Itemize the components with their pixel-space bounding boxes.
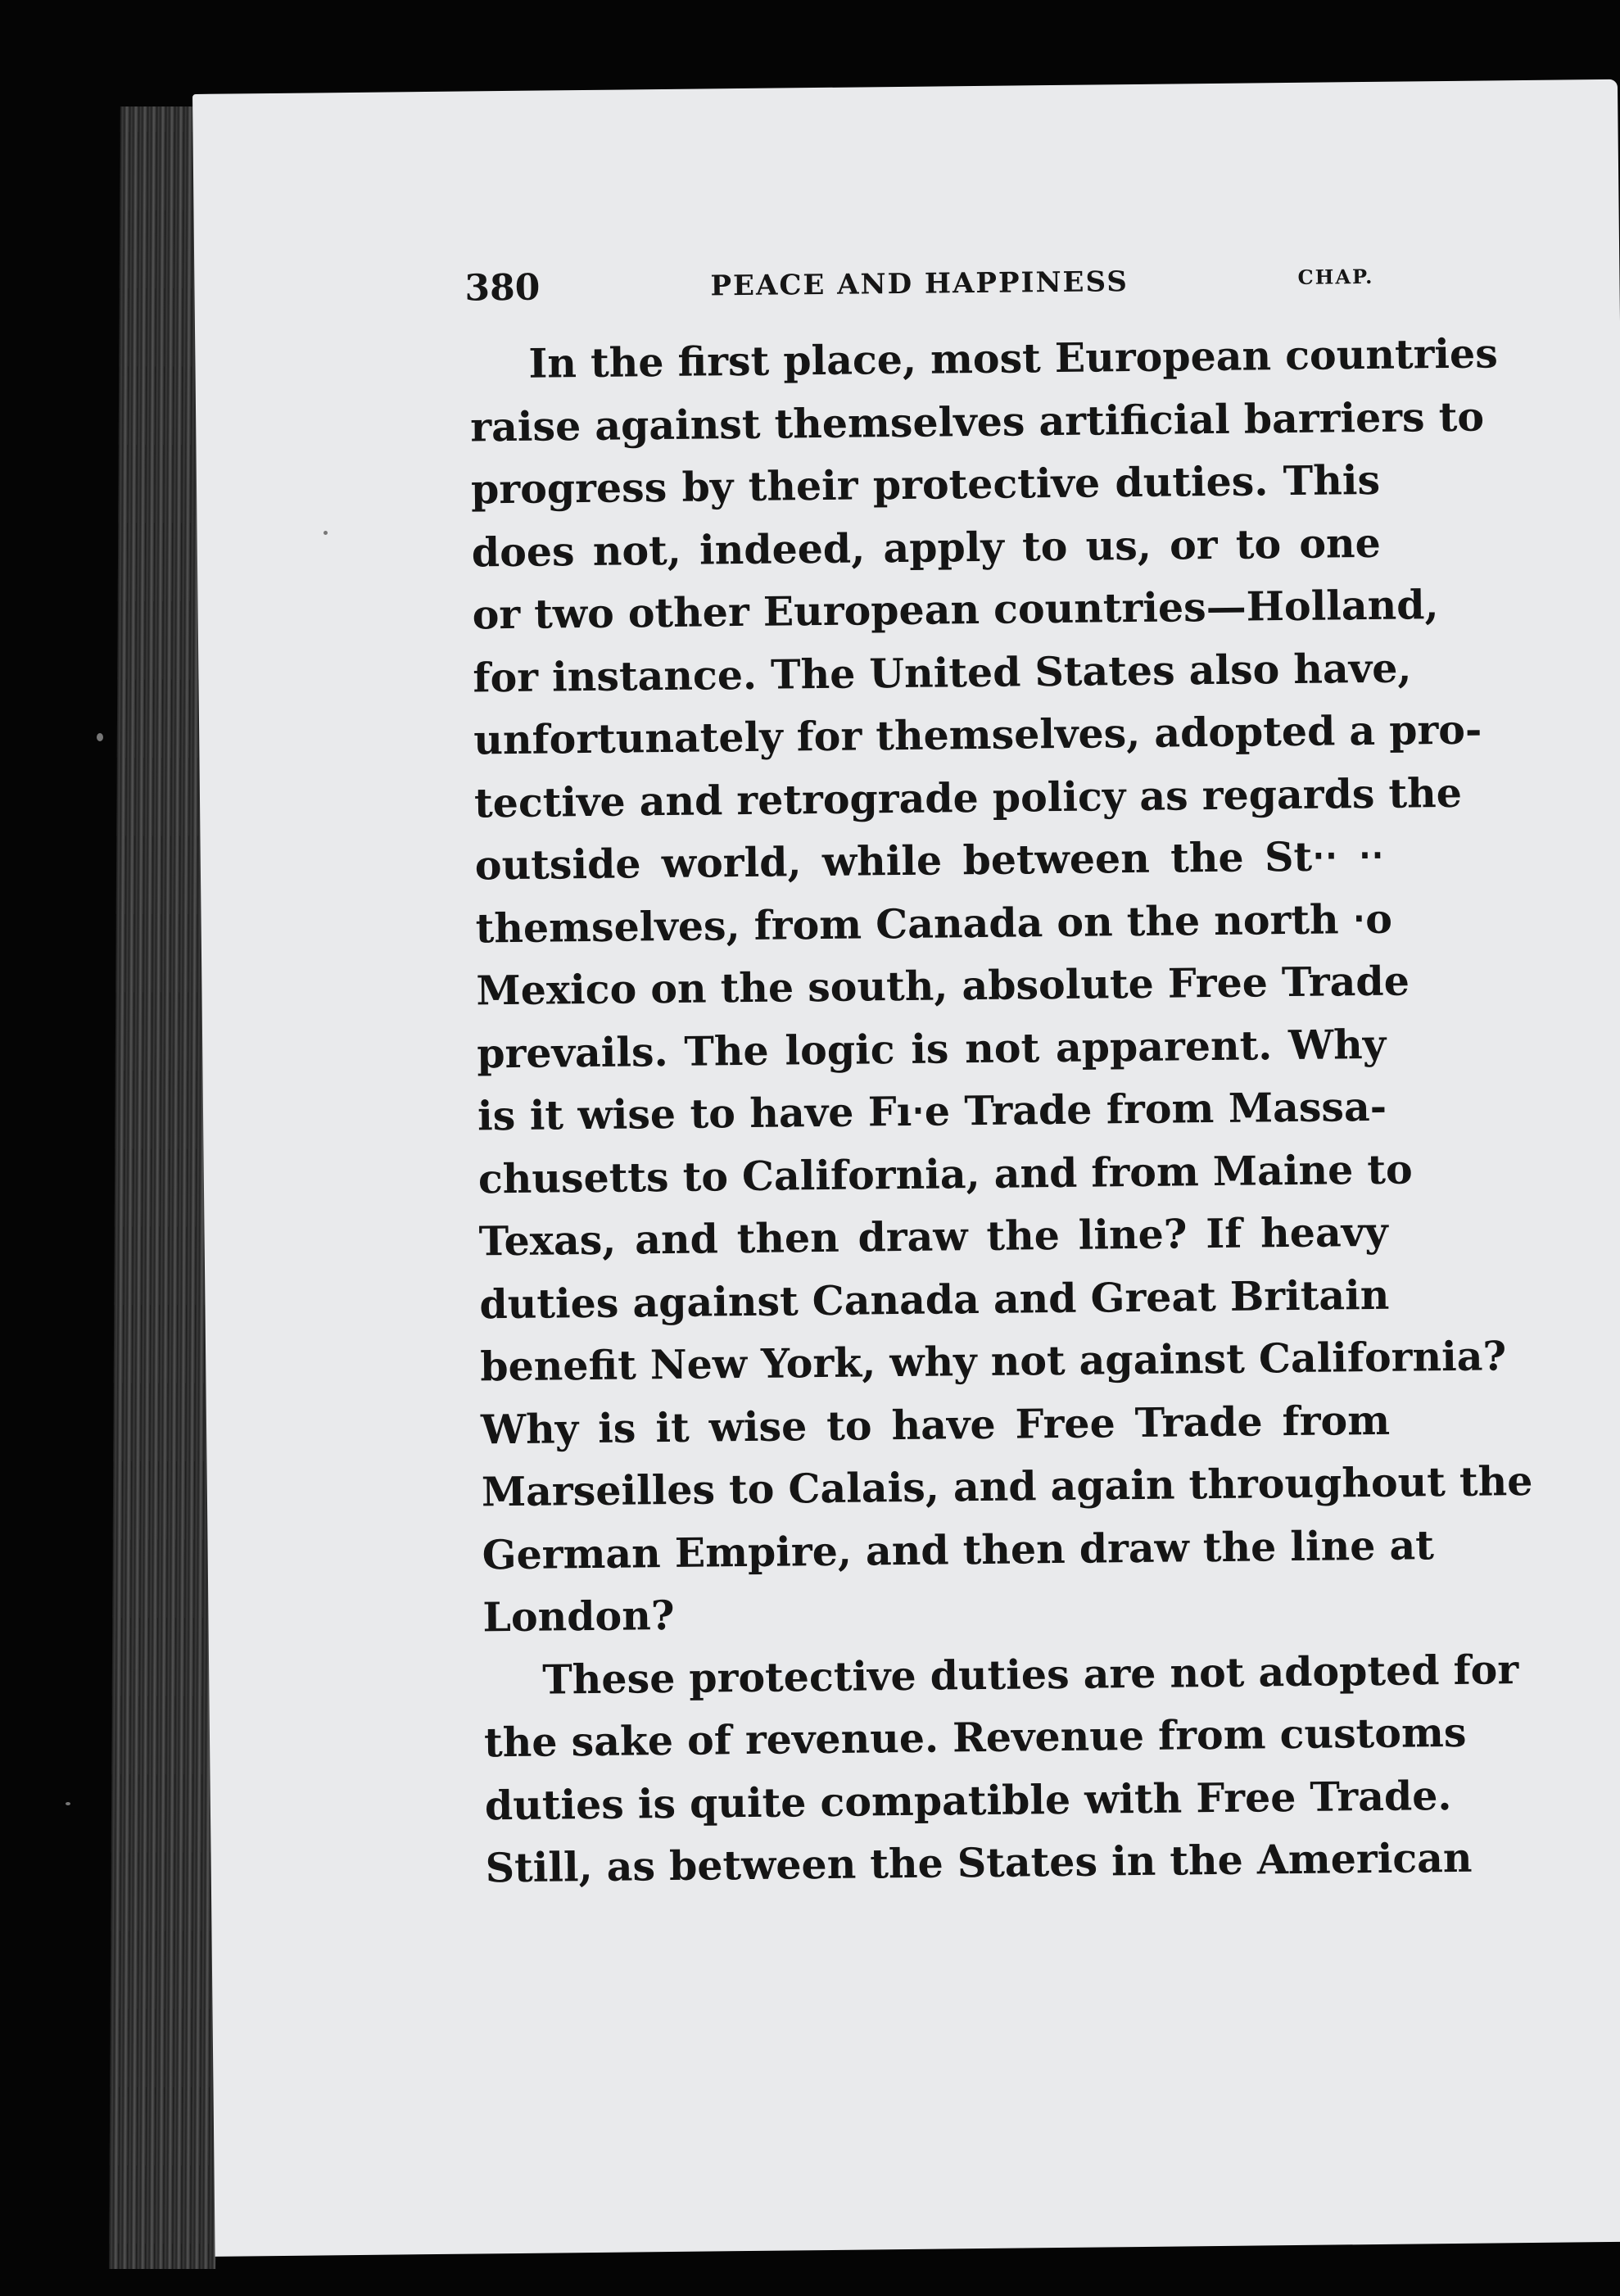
- scan-speck: [66, 1802, 70, 1805]
- paragraph-2: [483, 1639, 1519, 1900]
- text-line: Why is it wise to have Free Trade from: [480, 1396, 1391, 1453]
- text-line: progress by their protective duties. This: [470, 455, 1381, 514]
- text-line: prevails. The logic is not apparent. Why: [476, 1020, 1387, 1077]
- page-content: [192, 79, 1620, 2257]
- text-line: Mexico on the south, absolute Free Trade: [476, 957, 1410, 1015]
- text-line: benefit New York, why not against California?: [479, 1332, 1507, 1391]
- text-line: duties is quite compatible with Free Trade.: [484, 1771, 1452, 1829]
- text-line: chusetts to California, and from Maine to: [477, 1144, 1413, 1202]
- scan-speck: [324, 531, 328, 535]
- text-line: is it wise to have Fı‧e Trade from Massa-: [477, 1082, 1387, 1140]
- text-line: Marseilles to Calais, and again throughout the: [481, 1456, 1533, 1516]
- text-line: London?: [482, 1591, 675, 1642]
- text-line: raise against themselves artificial barriers to: [469, 392, 1485, 451]
- text-line: tective and retrograde policy as regards the: [473, 768, 1463, 826]
- text-line: unfortunately for themselves, adopted a pro-: [473, 705, 1482, 764]
- text-line: does not, indeed, apply to us, or to one: [471, 519, 1382, 576]
- chapter-label: CHAP.: [1297, 264, 1374, 289]
- book-page: [192, 79, 1620, 2257]
- body-text: [469, 324, 1533, 1900]
- text-line: These protective duties are not adopted for: [541, 1645, 1519, 1704]
- text-line: for instance. The United States also have,: [473, 643, 1412, 701]
- text-line: Texas, and then draw the line? If heavy: [478, 1207, 1388, 1266]
- paragraph-1: [469, 324, 1533, 1649]
- scan-speck: [97, 733, 103, 741]
- text-line: the sake of revenue. Revenue from customs: [483, 1708, 1467, 1767]
- text-line: or two other European countries—Holland,: [472, 581, 1439, 639]
- text-line: Still, as between the States in the American: [485, 1833, 1473, 1892]
- text-line: themselves, from Canada on the north ‧o: [475, 894, 1393, 952]
- text-line: duties against Canada and Great Britain: [479, 1270, 1390, 1328]
- text-line: German Empire, and then draw the line at: [482, 1520, 1435, 1578]
- text-line: outside world, while between the St‧‧ ‧‧: [474, 831, 1385, 890]
- running-title: PEACE AND HAPPINESS: [710, 265, 1129, 303]
- text-line: In the first place, most European countries: [528, 329, 1499, 387]
- running-header: [464, 258, 1374, 325]
- page-number: 380: [464, 266, 541, 310]
